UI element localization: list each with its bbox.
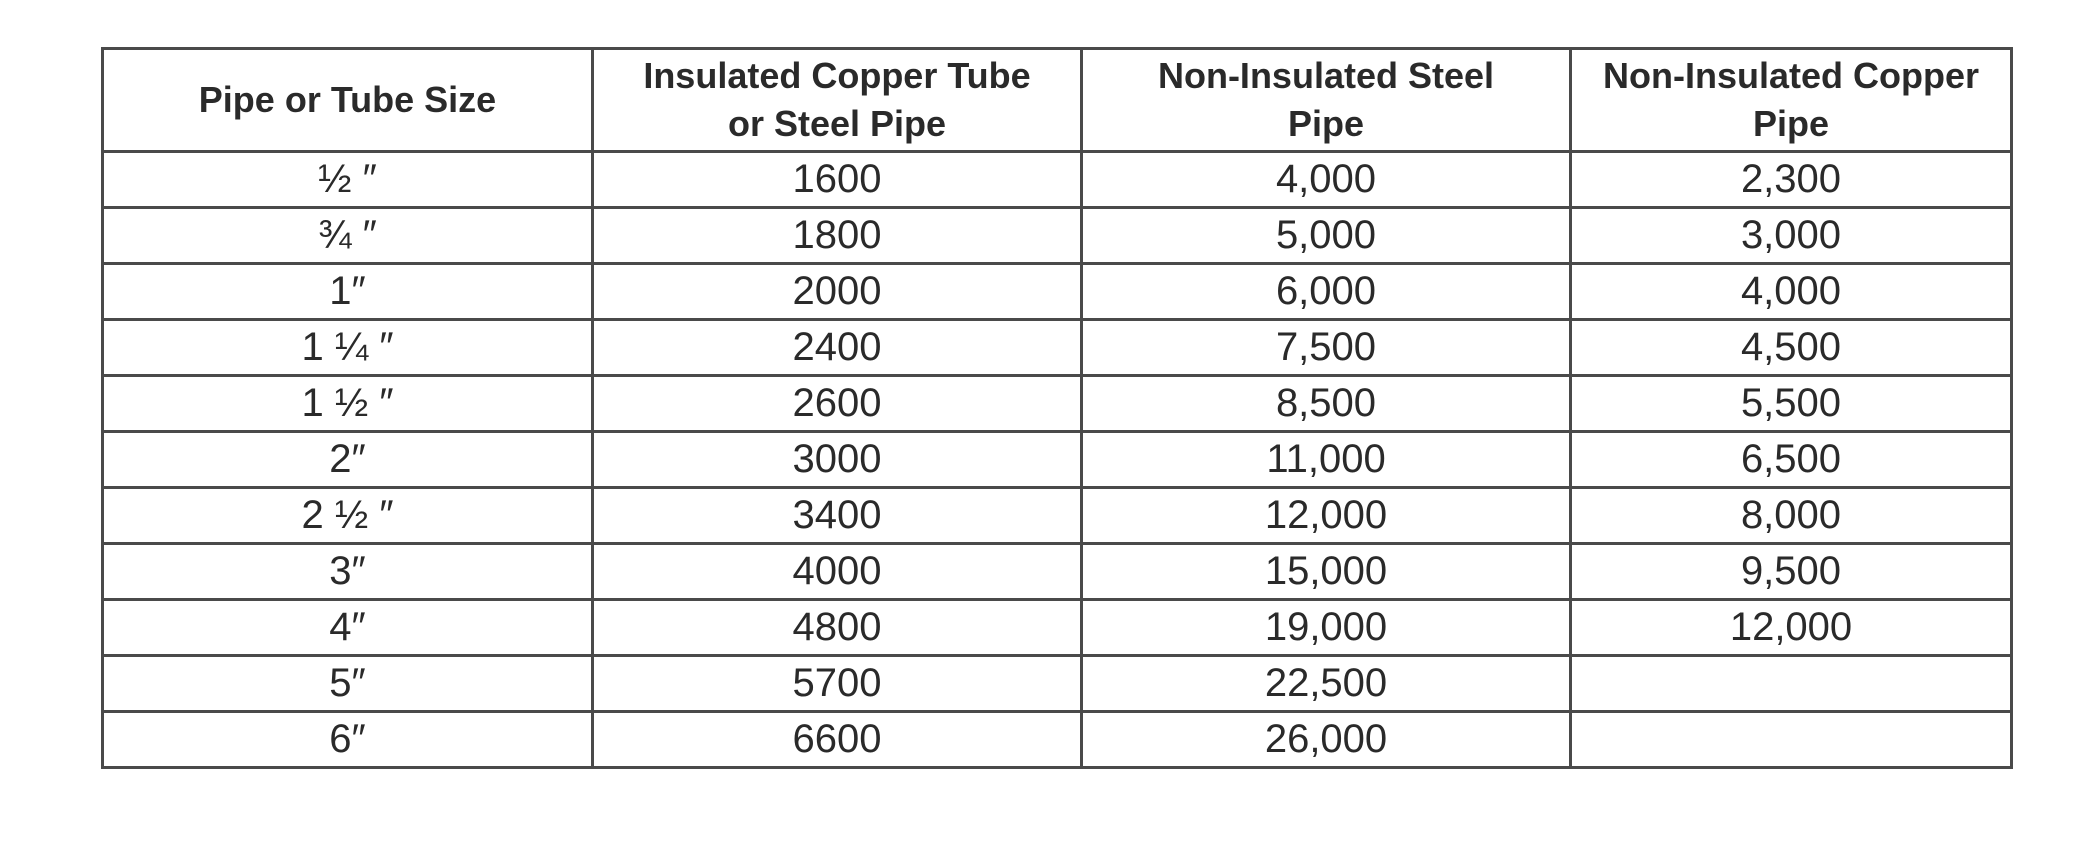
pipe-capacity-table xyxy=(101,47,2013,769)
non-insulated-steel-cell: 8,500 xyxy=(1082,376,1571,432)
header-row xyxy=(103,49,2012,152)
table-row xyxy=(103,600,2012,656)
non-insulated-copper-cell xyxy=(1571,656,2012,712)
non-insulated-steel-cell: 7,500 xyxy=(1082,320,1571,376)
table-row xyxy=(103,432,2012,488)
table-header xyxy=(103,49,2012,152)
header-line: Pipe xyxy=(1287,103,1365,144)
non-insulated-steel-cell: 12,000 xyxy=(1082,488,1571,544)
table-row xyxy=(103,208,2012,264)
header-non-insulated-steel-pipe xyxy=(1082,49,1571,152)
size-cell: 2 ½ ″ xyxy=(103,488,593,544)
size-cell: 5″ xyxy=(103,656,593,712)
non-insulated-steel-cell: 22,500 xyxy=(1082,656,1571,712)
table-row xyxy=(103,376,2012,432)
header-line: Non-Insulated Steel xyxy=(1157,55,1495,96)
size-cell: 4″ xyxy=(103,600,593,656)
size-cell: 1 ½ ″ xyxy=(103,376,593,432)
size-cell: 6″ xyxy=(103,712,593,768)
header-line: Pipe or Tube Size xyxy=(198,79,497,120)
non-insulated-copper-cell: 6,500 xyxy=(1571,432,2012,488)
non-insulated-steel-cell: 26,000 xyxy=(1082,712,1571,768)
non-insulated-copper-cell: 12,000 xyxy=(1571,600,2012,656)
insulated-copper-or-steel-cell: 5700 xyxy=(593,656,1082,712)
header-line: Non-Insulated Copper xyxy=(1603,55,1979,96)
header-insulated-copper-tube-or-steel-pipe xyxy=(593,49,1082,152)
insulated-copper-or-steel-cell: 1600 xyxy=(593,152,1082,208)
size-cell: ½ ″ xyxy=(103,152,593,208)
header-pipe-or-tube-size xyxy=(103,49,593,152)
insulated-copper-or-steel-cell: 4800 xyxy=(593,600,1082,656)
insulated-copper-or-steel-cell: 2000 xyxy=(593,264,1082,320)
header-line: or Steel Pipe xyxy=(727,103,947,144)
non-insulated-steel-cell: 19,000 xyxy=(1082,600,1571,656)
insulated-copper-or-steel-cell: 4000 xyxy=(593,544,1082,600)
size-cell: ¾ ″ xyxy=(103,208,593,264)
non-insulated-copper-cell: 4,000 xyxy=(1571,264,2012,320)
insulated-copper-or-steel-cell: 6600 xyxy=(593,712,1082,768)
insulated-copper-or-steel-cell: 3000 xyxy=(593,432,1082,488)
table-row xyxy=(103,488,2012,544)
non-insulated-copper-cell: 3,000 xyxy=(1571,208,2012,264)
size-cell: 1 ¼ ″ xyxy=(103,320,593,376)
non-insulated-steel-cell: 4,000 xyxy=(1082,152,1571,208)
insulated-copper-or-steel-cell: 3400 xyxy=(593,488,1082,544)
table-row xyxy=(103,712,2012,768)
insulated-copper-or-steel-cell: 2400 xyxy=(593,320,1082,376)
size-cell: 2″ xyxy=(103,432,593,488)
table-row xyxy=(103,320,2012,376)
header-line: Pipe xyxy=(1752,103,1830,144)
insulated-copper-or-steel-cell: 1800 xyxy=(593,208,1082,264)
table-row xyxy=(103,544,2012,600)
non-insulated-copper-cell xyxy=(1571,712,2012,768)
non-insulated-steel-cell: 15,000 xyxy=(1082,544,1571,600)
non-insulated-steel-cell: 5,000 xyxy=(1082,208,1571,264)
table-body xyxy=(103,152,2012,768)
non-insulated-copper-cell: 2,300 xyxy=(1571,152,2012,208)
header-non-insulated-copper-pipe xyxy=(1571,49,2012,152)
table-row xyxy=(103,152,2012,208)
non-insulated-copper-cell: 4,500 xyxy=(1571,320,2012,376)
non-insulated-copper-cell: 5,500 xyxy=(1571,376,2012,432)
table-row xyxy=(103,656,2012,712)
non-insulated-copper-cell: 9,500 xyxy=(1571,544,2012,600)
size-cell: 3″ xyxy=(103,544,593,600)
non-insulated-steel-cell: 6,000 xyxy=(1082,264,1571,320)
size-cell: 1″ xyxy=(103,264,593,320)
table-row xyxy=(103,264,2012,320)
insulated-copper-or-steel-cell: 2600 xyxy=(593,376,1082,432)
non-insulated-steel-cell: 11,000 xyxy=(1082,432,1571,488)
non-insulated-copper-cell: 8,000 xyxy=(1571,488,2012,544)
header-line: Insulated Copper Tube xyxy=(643,55,1031,96)
